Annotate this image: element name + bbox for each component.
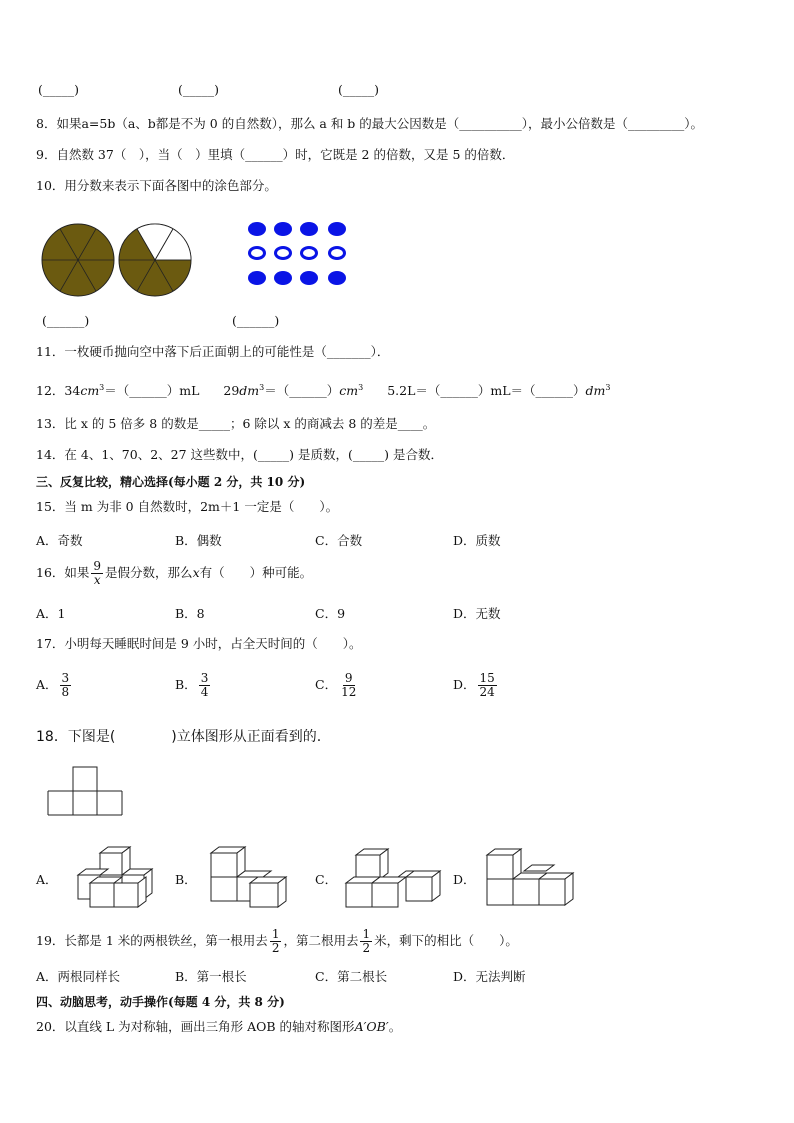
variable: x	[192, 565, 200, 580]
option-label: B．	[175, 677, 197, 692]
option-a[interactable]: A．两根同样长	[36, 969, 121, 984]
question-20	[36, 1019, 401, 1035]
answer-blank[interactable]: (______)	[42, 313, 90, 328]
question-14: 14．在 4、1、70、2、27 这些数中，(_____) 是质数，(_____) 是合数．	[36, 447, 443, 462]
numerator: 9	[344, 671, 353, 685]
denominator: 8	[61, 685, 70, 699]
option-d[interactable]: D．	[453, 872, 476, 887]
question-8: 8．如果a=5b（a、b都是不为 0 的自然数），那么 a 和 b 的最大公因数是（__________），最小公倍数是（_________）。	[36, 116, 704, 131]
numerator: 9	[93, 559, 102, 573]
fraction	[199, 672, 211, 699]
option-b[interactable]: B．8	[175, 606, 205, 621]
unit: dm	[585, 383, 606, 399]
question-10: 10．用分数来表示下面各图中的涂色部分。	[36, 178, 277, 193]
denominator: 4	[200, 685, 209, 699]
fraction	[360, 928, 372, 955]
q12-part-a-rest: ＝（______）mL	[104, 383, 200, 399]
pie-partial	[119, 224, 191, 296]
q20-prefix: 20．以直线 L 为对称轴，画出三角形 AOB 的轴对称图形	[36, 1019, 355, 1034]
option-label: A．	[36, 677, 58, 692]
option-c[interactable]: C．	[315, 872, 338, 887]
numerator: 3	[61, 671, 70, 685]
denominator: 24	[479, 685, 495, 699]
q16-text: 是假分数，那么	[105, 565, 193, 580]
option-a[interactable]: A．奇数	[36, 533, 83, 548]
exponent: 3	[99, 383, 105, 392]
answer-blank[interactable]: (_____)	[38, 82, 80, 97]
answer-blank[interactable]: (______)	[232, 313, 280, 328]
figure-label: A′OB′	[354, 1019, 389, 1034]
question-18: 18．下图是( )立体图形从正面看到的.	[36, 729, 322, 745]
denominator: x	[93, 573, 101, 587]
answer-blank[interactable]: (_____)	[338, 82, 380, 97]
option-a[interactable]: A．1	[36, 606, 66, 621]
answer-blank[interactable]: (_____)	[178, 82, 220, 97]
exponent: 3	[605, 383, 611, 392]
option-a[interactable]: A．	[36, 872, 58, 887]
numerator: 3	[200, 671, 209, 685]
question-11: 11．一枚硬币抛向空中落下后正面朝上的可能性是（_______）．	[36, 344, 390, 359]
denominator: 2	[362, 941, 371, 955]
q16-suffix: 有（ ）种可能。	[199, 565, 313, 580]
q16-prefix: 16．如果	[36, 565, 90, 580]
front-view-figure	[48, 766, 124, 818]
question-15: 15．当 m 为非 0 自然数时，2m＋1 一定是（ ）。	[36, 499, 339, 514]
fraction	[91, 560, 103, 587]
q12-part-c: 5.2L＝（______）mL＝（______）	[387, 383, 586, 399]
cube-figure-c	[344, 845, 444, 911]
dot-figure	[246, 220, 356, 290]
numerator: 15	[479, 671, 495, 685]
option-d[interactable]: D．无数	[453, 606, 501, 621]
option-c[interactable]: C．合数	[315, 533, 363, 548]
pie-figures	[40, 220, 200, 300]
section-4-heading: 四、动脑思考，动手操作(每题 4 分，共 8 分)	[36, 995, 285, 1009]
option-c[interactable]: C．第二根长	[315, 969, 388, 984]
cube-figure-a	[70, 845, 165, 911]
q12-part-a: 12．34	[36, 383, 81, 399]
denominator: 12	[341, 685, 357, 699]
question-17: 17．小明每天睡眠时间是 9 小时，占全天时间的（ ）。	[36, 636, 362, 651]
question-16	[36, 560, 312, 587]
unit: cm	[339, 383, 359, 399]
q19-suffix: 米，剩下的相比（ ）。	[374, 933, 518, 948]
unit: dm	[239, 383, 260, 399]
option-c[interactable]	[315, 672, 360, 699]
cube-figure-b	[208, 845, 298, 911]
option-b[interactable]	[175, 672, 212, 699]
option-b[interactable]: B．偶数	[175, 533, 222, 548]
q19-middle: ，第二根用去	[283, 933, 359, 948]
numerator: 1	[271, 927, 280, 941]
q12-part-b-rest: ＝（______）	[264, 383, 340, 399]
cube-figure-d	[484, 845, 576, 911]
option-d[interactable]: D．无法判断	[453, 969, 526, 984]
option-a[interactable]	[36, 672, 73, 699]
numerator: 1	[362, 927, 371, 941]
option-b[interactable]: B．	[175, 872, 197, 887]
exponent: 3	[358, 383, 364, 392]
option-d[interactable]: D．质数	[453, 533, 501, 548]
question-9: 9．自然数 37（ ），当（ ）里填（______）时，它既是 2 的倍数，又是 5 的倍数．	[36, 147, 515, 162]
option-label: C．	[315, 677, 338, 692]
option-d[interactable]	[453, 672, 499, 699]
question-12	[36, 380, 610, 399]
fraction	[60, 672, 72, 699]
q20-suffix: 。	[388, 1019, 402, 1034]
section-3-heading: 三、反复比较，精心选择(每小题 2 分，共 10 分)	[36, 475, 306, 489]
question-19	[36, 928, 518, 955]
option-b[interactable]: B．第一根长	[175, 969, 247, 984]
q12-part-b: 29	[223, 383, 240, 399]
fraction	[270, 928, 282, 955]
fraction	[339, 672, 358, 699]
exponent: 3	[259, 383, 265, 392]
denominator: 2	[271, 941, 280, 955]
q19-prefix: 19．长都是 1 米的两根铁丝，第一根用去	[36, 933, 268, 948]
fraction	[478, 672, 497, 699]
question-13: 13．比 x 的 5 倍多 8 的数是_____；6 除以 x 的商减去 8 的差是____。	[36, 416, 436, 431]
option-c[interactable]: C．9	[315, 606, 346, 621]
pie-full	[42, 224, 114, 296]
option-label: D．	[453, 677, 476, 692]
unit: cm	[80, 383, 100, 399]
